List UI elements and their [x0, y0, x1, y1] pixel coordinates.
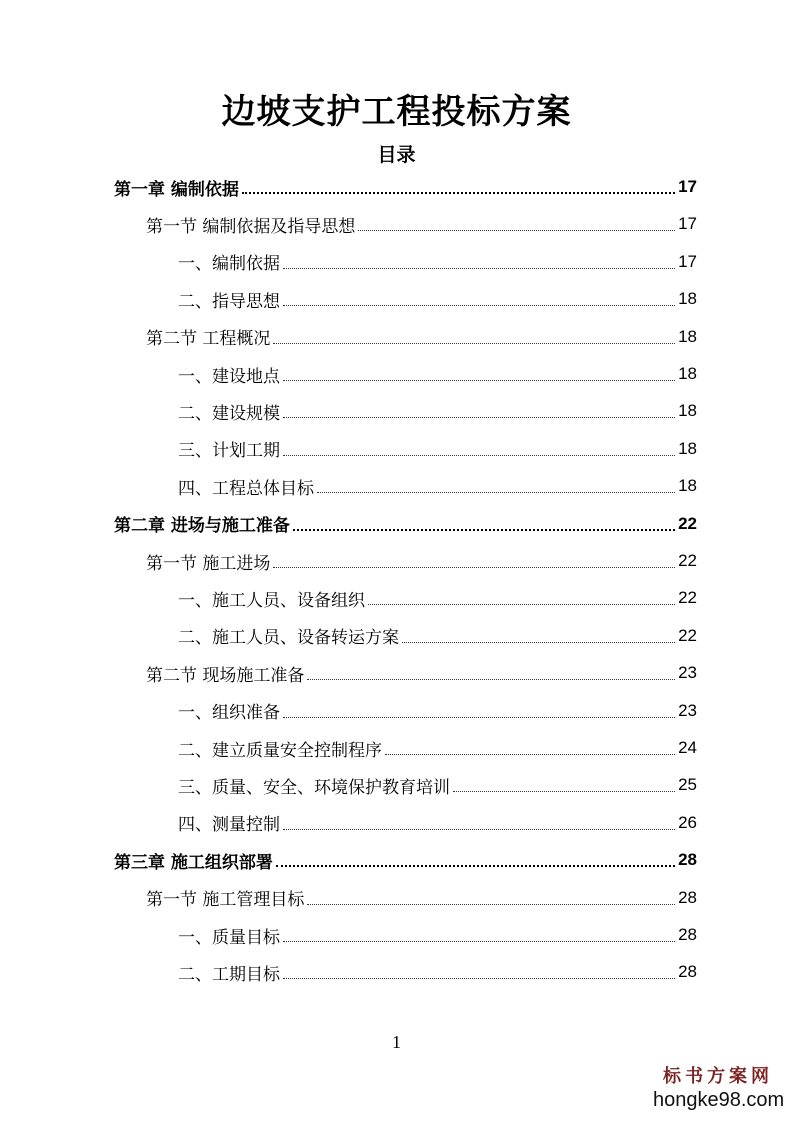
watermark-name: 标书方案网: [663, 1066, 773, 1087]
watermark-url: hongke98.com: [653, 1089, 785, 1111]
toc-entry-label: 四、工程总体目标: [178, 478, 314, 499]
toc-entry-page: 18: [678, 438, 697, 458]
toc-dot-leader: [283, 416, 675, 418]
toc-entry-label: 一、组织准备: [178, 703, 280, 724]
toc-entry[interactable]: [178, 356, 697, 392]
toc-dot-leader: [283, 454, 675, 456]
toc-entry-page: 28: [678, 887, 697, 907]
toc-entry[interactable]: [146, 880, 697, 916]
toc-entry-label: 第二节 工程概况: [146, 329, 271, 350]
toc-entry-page: 23: [678, 663, 697, 683]
toc-entry[interactable]: [178, 393, 697, 429]
toc-dot-leader: [307, 678, 675, 680]
toc-entry-label: 二、施工人员、设备转运方案: [178, 628, 399, 649]
toc-entry-page: 22: [678, 588, 697, 608]
toc-entry-label: 二、工期目标: [178, 964, 280, 985]
page-number: 1: [392, 1032, 401, 1052]
toc-entry[interactable]: [114, 506, 697, 542]
toc-entry[interactable]: [178, 580, 697, 616]
toc-entry[interactable]: [146, 543, 697, 579]
toc-entry-label: 第二节 现场施工准备: [146, 665, 305, 686]
toc-dot-leader: [276, 864, 675, 867]
toc-entry-page: 18: [678, 289, 697, 309]
toc-dot-leader: [283, 716, 675, 718]
toc-entry-page: 25: [678, 775, 697, 795]
toc-entry-page: 18: [678, 364, 697, 383]
toc-entry-label: 二、建立质量安全控制程序: [178, 740, 382, 761]
toc-entry[interactable]: [146, 319, 697, 355]
watermark-logo: [653, 1066, 783, 1112]
toc-dot-leader: [453, 790, 675, 792]
toc-entry-label: 一、建设地点: [178, 366, 280, 387]
toc-entry-label: 二、指导思想: [178, 291, 280, 312]
toc-dot-leader: [358, 229, 675, 231]
toc-entry-label: 第一节 编制依据及指导思想: [146, 216, 356, 237]
toc-entry-page: 22: [678, 625, 697, 645]
toc-entry[interactable]: [178, 281, 697, 317]
toc-entry-label: 三、质量、安全、环境保护教育培训: [178, 777, 450, 798]
toc-entry[interactable]: [178, 730, 697, 766]
toc-entry[interactable]: [178, 954, 697, 990]
toc-entry-page: 17: [678, 251, 697, 271]
toc-entry[interactable]: [178, 767, 697, 803]
toc-dot-leader: [283, 267, 675, 269]
toc-entry-label: 第三章 施工组织部署: [114, 852, 273, 873]
toc-entry-page: 18: [678, 326, 697, 346]
toc-dot-leader: [293, 528, 675, 531]
toc-entry-page: 22: [678, 513, 697, 533]
toc-entry-label: 二、建设规模: [178, 403, 280, 424]
toc-entry[interactable]: [178, 618, 697, 654]
toc-dot-leader: [307, 903, 675, 905]
toc-entry[interactable]: [178, 244, 697, 280]
toc-entry-page: 28: [678, 925, 697, 944]
toc-dot-leader: [283, 379, 675, 381]
toc-entry[interactable]: [178, 805, 697, 841]
toc-entry[interactable]: [114, 169, 697, 205]
toc-entry-label: 第一节 施工进场: [146, 553, 271, 574]
toc-dot-leader: [317, 491, 675, 493]
toc-dot-leader: [283, 977, 675, 979]
toc-dot-leader: [368, 603, 675, 605]
toc-entry-page: 24: [678, 738, 697, 757]
toc-entry-page: 17: [678, 214, 697, 234]
toc-dot-leader: [283, 304, 675, 306]
toc-dot-leader: [385, 753, 675, 755]
toc-dot-leader: [273, 566, 675, 568]
document-title: 边坡支护工程投标方案: [221, 92, 572, 132]
toc-dot-leader: [242, 191, 675, 194]
toc-entry-label: 一、质量目标: [178, 927, 280, 948]
toc-entry-label: 三、计划工期: [178, 441, 280, 462]
toc-entry-label: 第二章 进场与施工准备: [114, 516, 290, 537]
toc-entry-label: 一、施工人员、设备组织: [178, 590, 365, 611]
toc-entry[interactable]: [146, 655, 697, 691]
toc-entry-page: 28: [678, 962, 697, 982]
toc-entry-page: 28: [678, 850, 697, 870]
toc-entry-label: 第一节 施工管理目标: [146, 890, 305, 911]
toc-entry-page: 18: [678, 476, 697, 496]
toc-entry[interactable]: [146, 206, 697, 242]
toc-entry[interactable]: [114, 842, 697, 878]
toc-dot-leader: [283, 828, 675, 830]
toc-entry-page: 22: [678, 551, 697, 570]
toc-dot-leader: [273, 342, 675, 344]
toc-dot-leader: [283, 940, 675, 942]
toc-entry[interactable]: [178, 431, 697, 467]
toc-dot-leader: [402, 641, 675, 643]
toc-entry-page: 26: [678, 812, 697, 832]
toc-entry-page: 17: [678, 177, 697, 196]
toc-entry-label: 四、测量控制: [178, 815, 280, 836]
toc-entry-label: 第一章 编制依据: [114, 179, 239, 200]
toc-entry[interactable]: [178, 468, 697, 504]
toc-entry[interactable]: [178, 917, 697, 953]
toc-entry-page: 23: [678, 700, 697, 720]
toc-entry-label: 一、编制依据: [178, 254, 280, 275]
toc-entry[interactable]: [178, 693, 697, 729]
toc-entry-page: 18: [678, 401, 697, 421]
toc-heading: 目录: [377, 144, 416, 166]
